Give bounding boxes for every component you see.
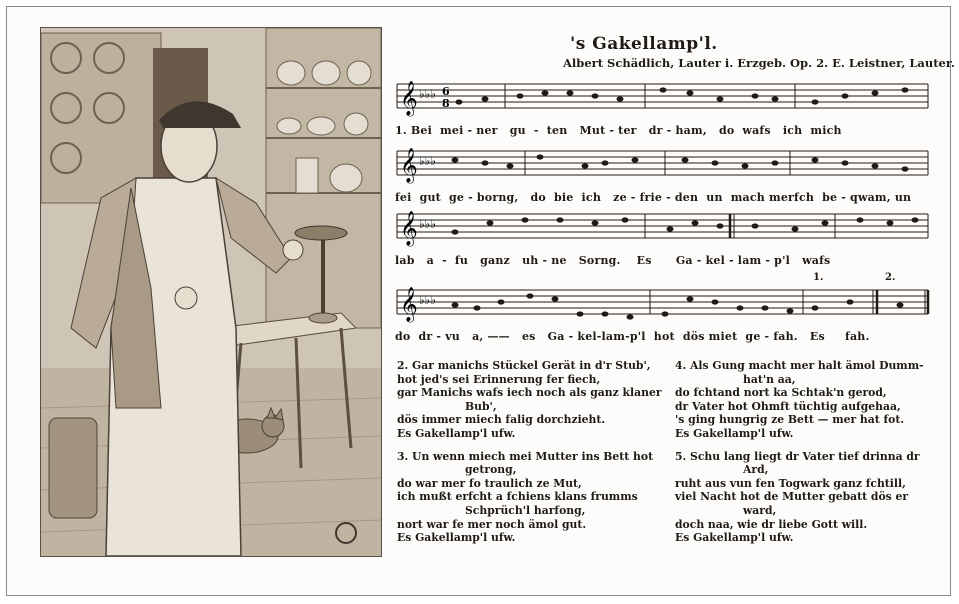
verse-line: 3. Un wenn miech mei Mutter ins Bett hot bbox=[397, 449, 654, 463]
verse-3 bbox=[397, 451, 662, 545]
verse-refrain: Es Gakellamp'l ufw. bbox=[397, 426, 516, 440]
lyric-line-1: 1. Bei mei - ner gu - ten Mut - ter dr - ham, do wafs ich mich bbox=[395, 124, 842, 137]
key-signature-flats: ♭♭♭ bbox=[419, 154, 436, 168]
music-staff-4 bbox=[395, 272, 930, 343]
song-title: 's Gakellamp'l. bbox=[570, 34, 718, 54]
time-signature-top: 6 bbox=[442, 85, 450, 98]
treble-clef-icon: 𝄞 bbox=[400, 81, 418, 116]
verse-line: doch naa, wie dr liebe Gott will. bbox=[675, 517, 868, 531]
key-signature-flats: ♭♭♭ bbox=[419, 217, 436, 231]
staff-lines bbox=[395, 145, 930, 189]
staff-lines bbox=[395, 208, 930, 252]
illustration bbox=[40, 27, 382, 557]
verse-line: ward, bbox=[743, 503, 777, 517]
volta-second-ending: 2. bbox=[885, 272, 896, 283]
lyric-line-3: lab a - fu ganz uh - ne Sorng. Es Ga - kel - lam - p'l wafs bbox=[395, 254, 831, 267]
verse-line: Ard, bbox=[743, 463, 769, 477]
volta-first-ending: 1. bbox=[813, 272, 824, 283]
staff-lines bbox=[395, 284, 930, 328]
key-signature-flats: ♭♭♭ bbox=[419, 87, 436, 101]
music-staff-1 bbox=[395, 78, 930, 137]
verse-4 bbox=[675, 360, 924, 441]
verses-right-column bbox=[675, 360, 924, 546]
verse-line: 4. Als Gung macht mer halt ämol Dumm- bbox=[675, 359, 924, 372]
staff-lines bbox=[395, 78, 930, 122]
verse-line: hat'n aa, bbox=[743, 372, 796, 386]
verse-line: Bub', bbox=[465, 399, 497, 413]
verse-line: nort war fe mer noch ämol gut. bbox=[397, 517, 587, 531]
treble-clef-icon: 𝄞 bbox=[400, 211, 418, 246]
verse-refrain: Es Gakellamp'l ufw. bbox=[675, 531, 794, 545]
verse-line: dös immer miech falig dorchzieht. bbox=[397, 413, 606, 427]
verse-refrain: Es Gakellamp'l ufw. bbox=[675, 426, 794, 440]
treble-clef-icon: 𝄞 bbox=[400, 287, 418, 322]
verse-line: do fchtand nort ka Schtak'n gerod, bbox=[675, 386, 887, 400]
lyric-line-4: do dr - vu a, —— es Ga - kel-lam-p'l hot dös miet ge - fah. Es fah. bbox=[395, 330, 870, 343]
verses-left-column bbox=[397, 360, 662, 546]
verse-line: 5. Schu lang liegt dr Vater tief drinna dr bbox=[675, 449, 920, 463]
verse-line: ich mußt erfcht a fchiens klans frumms bbox=[397, 490, 638, 504]
verse-refrain: Es Gakellamp'l ufw. bbox=[397, 531, 516, 545]
verse-line: 2. Gar manichs Stückel Gerät in d'r Stub', bbox=[397, 359, 651, 372]
music-staff-2 bbox=[395, 145, 930, 204]
verse-line: do war mer fo traulich ze Mut, bbox=[397, 476, 582, 490]
verse-line: 's ging hungrig ze Bett — mer hat fot. bbox=[675, 413, 905, 427]
verse-line: getrong, bbox=[465, 463, 517, 477]
verse-line: ruht aus vun fen Togwark ganz fchtill, bbox=[675, 476, 906, 490]
sepia-illustration bbox=[41, 28, 381, 556]
verse-5 bbox=[675, 451, 924, 545]
time-signature-bottom: 8 bbox=[442, 97, 450, 110]
key-signature-flats: ♭♭♭ bbox=[419, 293, 436, 307]
treble-clef-icon: 𝄞 bbox=[400, 148, 418, 183]
verse-line: gar Manichs wafs iech noch als ganz klaner bbox=[397, 386, 662, 400]
verse-line: dr Vater hot Ohmft tüchtig aufgehaa, bbox=[675, 399, 901, 413]
verse-line: hot jed's sei Erinnerung fer fiech, bbox=[397, 372, 601, 386]
lyric-line-2: fei gut ge - borng, do bie ich ze - frie - den un mach merfch be - qwam, un bbox=[395, 191, 912, 204]
music-staff-3 bbox=[395, 208, 930, 267]
notes-row-4 bbox=[452, 293, 904, 319]
song-credits: Albert Schädlich, Lauter i. Erzgeb. Op. 2. E. Leistner, Lauter. bbox=[563, 56, 955, 70]
verse-2 bbox=[397, 360, 662, 441]
verse-line: Schprüch'l harfong, bbox=[465, 503, 586, 517]
verse-line: viel Nacht hot de Mutter gebatt dös er bbox=[675, 490, 909, 504]
